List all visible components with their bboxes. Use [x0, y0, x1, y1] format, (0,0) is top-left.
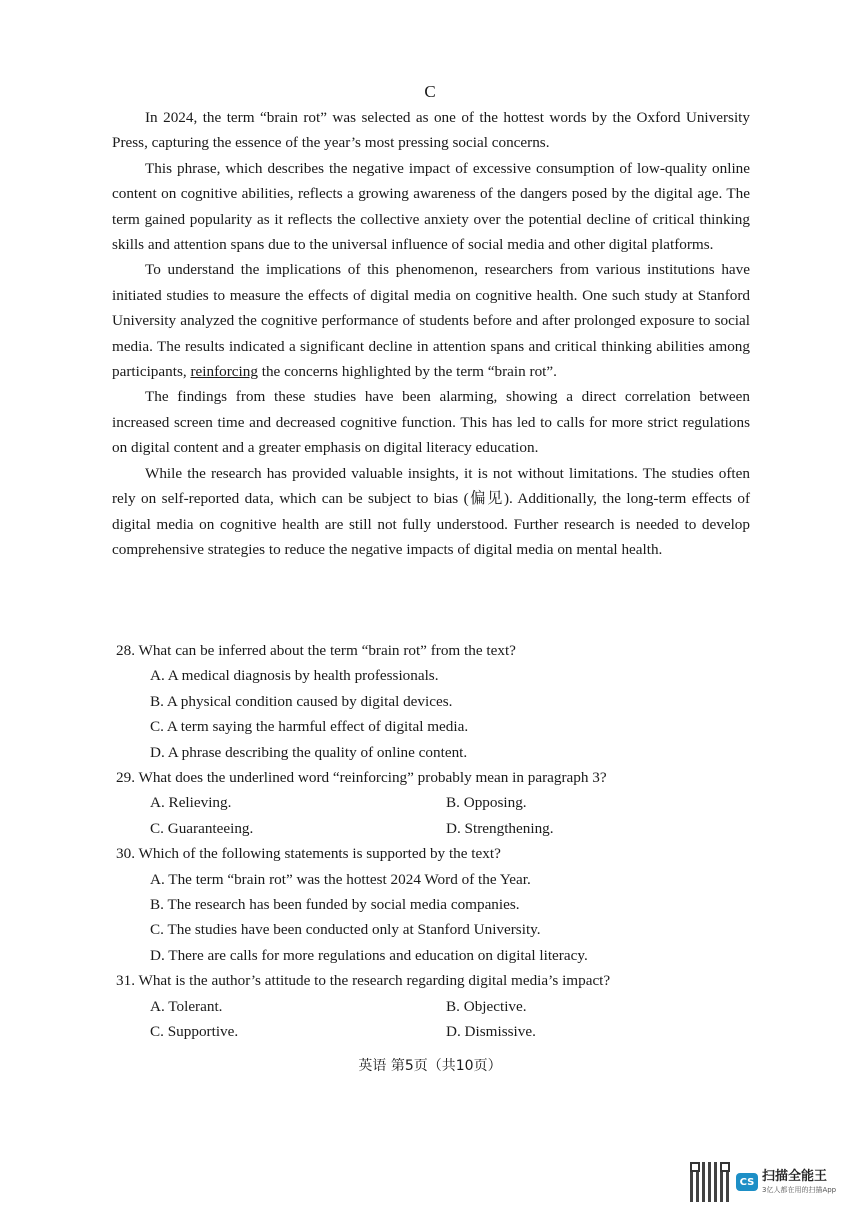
paragraph-2: This phrase, which describes the negative impact of excessive consumption of low-quality online content on cognitive abilities, reflects a growing awareness of the dangers posed by the digital age. The term gained popularity as it reflects the collective anxiety over the potential decline of critical thinking skills and attention spans due to the universal influence of social media and other digital platforms. [112, 159, 750, 254]
question-28-option-c: C. A term saying the harmful effect of digital media. [150, 718, 469, 736]
question-31-option-d: D. Dismissive. [446, 1023, 536, 1041]
question-30-option-b: B. The research has been funded by social media companies. [150, 896, 520, 914]
paragraph-1: In 2024, the term “brain rot” was selected as one of the hottest words by the Oxford University Press, capturing the essence of the year’s most pressing social concerns. [112, 109, 750, 152]
watermark-app-name: 扫描全能王 [762, 1169, 828, 1184]
question-28-option-b: B. A physical condition caused by digital devices. [150, 692, 453, 710]
question-29-option-d: D. Strengthening. [446, 819, 554, 837]
question-31-option-b: B. Objective. [446, 997, 527, 1015]
question-30-option-c: C. The studies have been conducted only at Stanford University. [150, 921, 541, 939]
question-28 [116, 638, 756, 765]
underlined-word: reinforcing [190, 363, 258, 381]
paragraph-5: While the research has provided valuable insights, it is not without limitations. The studies often rely on self-reported data, which can be subject to bias (偏见). Additionally, the long-term effects of digital media on cognitive health are still not fully understood. Further research is needed to develop comprehensive strategies to reduce the negative impacts of digital media on mental health. [112, 464, 750, 558]
question-29 [116, 765, 756, 841]
qr-code-icon [690, 1162, 730, 1202]
paragraph-3-text-before: To understand the implications of this phenomenon, researchers from various institutions have initiated studies to measure the effects of digital media on cognitive health. One such study at Stanford University analyzed the cognitive performance of students before and after prolonged exposure to social media. The results indicated a significant decline in attention spans and critical thinking abilities among participants, [112, 261, 750, 381]
question-30-option-a: A. The term “brain rot” was the hottest 2024 Word of the Year. [150, 870, 531, 888]
paragraph-3-text-after: the concerns highlighted by the term “brain rot”. [257, 363, 557, 381]
watermark-subtitle: 3亿人都在用的扫描App [762, 1186, 837, 1194]
question-29-option-b: B. Opposing. [446, 794, 527, 812]
paragraph-4: The findings from these studies have been alarming, showing a direct correlation between increased screen time and decreased cognitive function. This has led to calls for more strict regulations on digital content and a greater emphasis on digital literacy education. [112, 388, 750, 457]
reading-passage [112, 105, 750, 562]
question-30 [116, 841, 756, 968]
question-28-option-d: D. A phrase describing the quality of online content. [150, 743, 468, 761]
question-31-option-c: C. Supportive. [150, 1023, 239, 1041]
question-28-stem: 28. What can be inferred about the term “brain rot” from the text? [116, 642, 516, 659]
question-29-option-c: C. Guaranteeing. [150, 819, 254, 837]
question-28-option-a: A. A medical diagnosis by health professionals. [150, 667, 439, 685]
question-30-option-d: D. There are calls for more regulations and education on digital literacy. [150, 946, 588, 964]
question-29-stem: 29. What does the underlined word “reinforcing” probably mean in paragraph 3? [116, 769, 607, 787]
paragraph-3 [112, 257, 750, 384]
page-footer: 英语 第5页（共10页） [358, 1058, 502, 1074]
scanner-watermark [690, 1160, 850, 1204]
question-29-option-a: A. Relieving. [150, 794, 232, 812]
questions-block [116, 638, 756, 1045]
question-30-stem: 30. Which of the following statements is supported by the text? [116, 845, 501, 863]
question-31-stem: 31. What is the author’s attitude to the research regarding digital media’s impact? [116, 972, 611, 990]
section-letter: C [424, 82, 436, 101]
question-31-option-a: A. Tolerant. [150, 997, 223, 1015]
question-31 [116, 968, 756, 1044]
camscanner-logo: CS [736, 1173, 758, 1191]
